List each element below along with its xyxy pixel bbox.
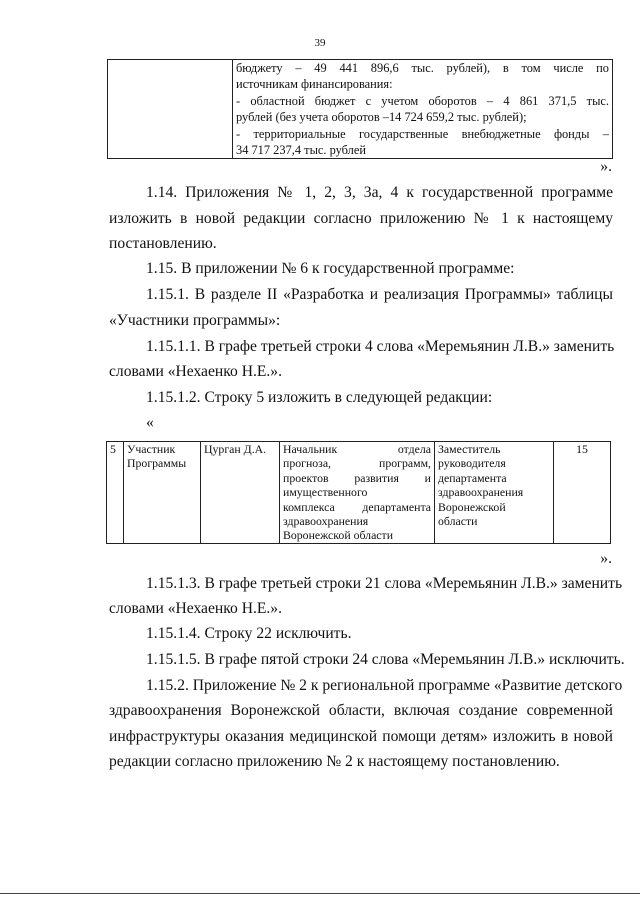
row-number: 5 xyxy=(107,442,124,544)
financing-line: источникам финансирования: xyxy=(236,77,393,92)
role-line: области xyxy=(438,514,478,529)
page-bottom-edge xyxy=(0,893,640,894)
paragraph-1-15-2: 1.15.2. Приложение № 2 к региональной программе «Развитие детского xyxy=(146,677,623,694)
paragraph-1-14: 1.14. Приложения № 1, 2, 3, 3а, 4 к государственной программе xyxy=(146,184,613,201)
financing-line: - территориальные государственные внебюджетные фонды – xyxy=(236,126,609,141)
position-line: проектов развития и xyxy=(283,470,431,485)
name-cell: Цурган Д.А. xyxy=(201,442,280,544)
financing-line: - областной бюджет с учетом оборотов – 4 861 371,5 тыс. xyxy=(236,93,609,108)
financing-table xyxy=(107,59,613,159)
paragraph-1-15-1-5: 1.15.1.5. В графе пятой строки 24 слова «Меремьянин Л.В.» исключить. xyxy=(146,651,625,668)
paragraph-1-14: изложить в новой редакции согласно приложению № 1 к настоящему xyxy=(109,210,613,227)
page-number: 39 xyxy=(314,37,326,49)
financing-cell xyxy=(233,60,613,159)
quote-close: ». xyxy=(600,158,612,175)
paragraph-1-14: постановлению. xyxy=(109,235,217,252)
paragraph-1-15: 1.15. В приложении № 6 к государственной программе: xyxy=(146,260,515,277)
position-line: комплекса департамента xyxy=(283,499,431,514)
paragraph-1-15-1-1: словами «Нехаенко Н.Е.». xyxy=(109,363,283,380)
table-row xyxy=(107,442,611,544)
participant-line: Программы xyxy=(127,456,187,471)
paragraph-1-15-1-2: 1.15.1.2. Строку 5 изложить в следующей редакции: xyxy=(146,389,493,406)
paragraph-1-15-1: «Участники программы»: xyxy=(109,312,281,329)
paragraph-1-15-1-3: словами «Нехаенко Н.Е.». xyxy=(109,600,283,617)
role-cell xyxy=(435,442,554,544)
financing-line: 34 717 237,4 тыс. рублей xyxy=(236,143,366,158)
position-line: Начальник отдела xyxy=(283,442,431,456)
role-line: Заместитель xyxy=(438,442,501,456)
paragraph-1-15-1-4: 1.15.1.4. Строку 22 исключить. xyxy=(146,625,352,642)
quote-close: ». xyxy=(600,550,612,567)
paragraph-1-15-2: инфраструктуры оказания медицинской помощи детям» изложить в новой xyxy=(109,728,613,745)
empty-cell xyxy=(108,60,233,159)
paragraph-1-15-2: здравоохранения Воронежской области, включая создание современной xyxy=(109,702,613,719)
role-line: Воронежской xyxy=(438,499,506,514)
position-line: Воронежской области xyxy=(283,528,394,543)
participants-table xyxy=(106,441,611,544)
role-line: здравоохранения xyxy=(438,485,524,500)
paragraph-1-15-2: редакции согласно приложению № 2 к настоящему постановлению. xyxy=(109,753,560,770)
role-line: руководителя xyxy=(438,456,506,471)
participant-cell xyxy=(124,442,201,544)
value-cell: 15 xyxy=(554,442,611,544)
financing-line: бюджету – 49 441 896,6 тыс. рублей), в том числе по xyxy=(236,61,609,75)
position-line: здравоохранения xyxy=(283,514,369,529)
position-line: прогноза, программ, xyxy=(283,456,431,471)
position-cell xyxy=(280,442,435,544)
quote-open: « xyxy=(146,414,154,431)
position-line: имущественного xyxy=(283,485,368,500)
paragraph-1-15-1-1: 1.15.1.1. В графе третьей строки 4 слова «Меремьянин Л.В.» заменить xyxy=(146,338,615,355)
financing-line: рублей (без учета оборотов –14 724 659,2 тыс. рублей); xyxy=(236,110,527,125)
participant-line: Участник xyxy=(127,442,176,456)
role-line: департамента xyxy=(438,470,507,485)
paragraph-1-15-1-3: 1.15.1.3. В графе третьей строки 21 слова «Меремьянин Л.В.» заменить xyxy=(146,575,623,592)
paragraph-1-15-1: 1.15.1. В разделе II «Разработка и реализация Программы» таблицы xyxy=(146,286,613,303)
